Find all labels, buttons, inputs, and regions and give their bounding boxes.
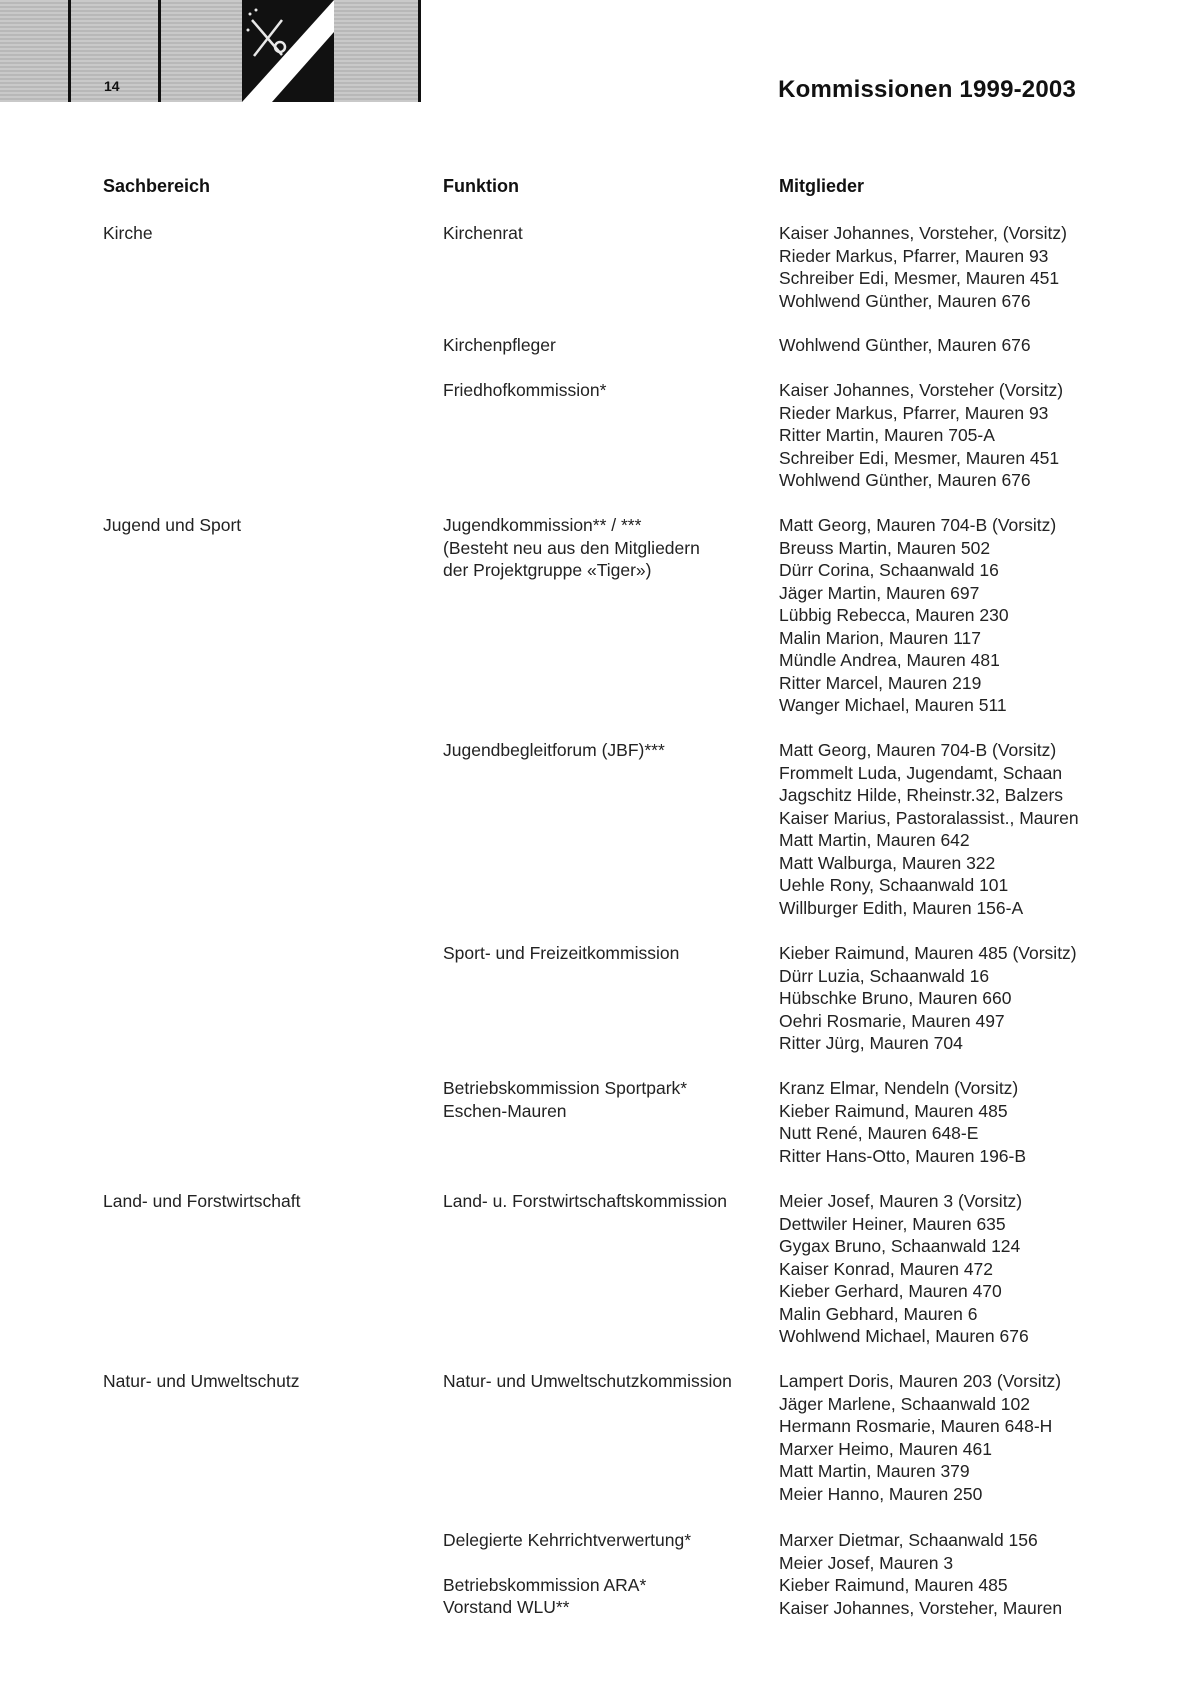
member-entry: Meier Josef, Mauren 3 xyxy=(779,1552,954,1573)
funktion-text: Betriebskommission Sportpark* xyxy=(443,1078,688,1098)
member-entry: Dürr Corina, Schaanwald 16 xyxy=(779,560,999,580)
member-entry: Dettwiler Heiner, Mauren 635 xyxy=(779,1213,1006,1234)
member-entry: Matt Martin, Mauren 642 xyxy=(779,830,970,850)
member-entry: Oehri Rosmarie, Mauren 497 xyxy=(779,1010,1005,1031)
mitglieder-cell xyxy=(779,379,1199,492)
funktion-cell xyxy=(443,739,763,762)
header-divider xyxy=(418,0,421,102)
member-entry: Matt Georg, Mauren 704-B (Vorsitz) xyxy=(779,515,1057,535)
member-entry: Frommelt Luda, Jugendamt, Schaan xyxy=(779,762,1063,783)
member-entry: Wohlwend Günther, Mauren 676 xyxy=(779,290,1031,311)
member-entry: Ritter Hans-Otto, Mauren 196-B xyxy=(779,1145,1027,1166)
member-entry: Matt Georg, Mauren 704-B (Vorsitz) xyxy=(779,740,1057,760)
mitglieder-cell xyxy=(779,1529,1199,1619)
member-entry: Meier Hanno, Mauren 250 xyxy=(779,1483,983,1504)
member-entry: Ritter Martin, Mauren 705-A xyxy=(779,425,995,445)
member-entry: Nutt René, Mauren 648-E xyxy=(779,1123,979,1143)
mitglieder-cell xyxy=(779,739,1199,919)
sachbereich-cell xyxy=(103,514,403,537)
funktion-text: Vorstand WLU** xyxy=(443,1597,570,1617)
funktion-text: Natur- und Umweltschutzkommission xyxy=(443,1371,732,1391)
member-entry: Rieder Markus, Pfarrer, Mauren 93 xyxy=(779,402,1049,423)
member-entry: Jäger Martin, Mauren 697 xyxy=(779,582,980,603)
member-entry: Gygax Bruno, Schaanwald 124 xyxy=(779,1236,1021,1256)
member-entry: Mündle Andrea, Mauren 481 xyxy=(779,650,1000,670)
mitglieder-cell xyxy=(779,514,1199,717)
member-entry: Wohlwend Michael, Mauren 676 xyxy=(779,1326,1029,1346)
funktion-text: der Projektgruppe «Tiger») xyxy=(443,560,652,580)
funktion-cell xyxy=(443,1190,763,1213)
mitglieder-cell xyxy=(779,1190,1199,1348)
mitglieder-cell xyxy=(779,1370,1199,1505)
member-entry: Marxer Heimo, Mauren 461 xyxy=(779,1438,992,1459)
header-divider xyxy=(158,0,161,102)
mitglieder-cell xyxy=(779,334,1199,357)
funktion-text: Friedhofkommission* xyxy=(443,380,607,400)
member-entry: Matt Martin, Mauren 379 xyxy=(779,1461,970,1481)
member-entry: Kieber Raimund, Mauren 485 (Vorsitz) xyxy=(779,943,1077,963)
mitglieder-cell xyxy=(779,942,1199,1055)
member-entry: Rieder Markus, Pfarrer, Mauren 93 xyxy=(779,245,1049,266)
column-header-mitglieder: Mitglieder xyxy=(779,176,865,196)
header-band xyxy=(0,0,420,102)
funktion-text: (Besteht neu aus den Mitgliedern xyxy=(443,537,700,558)
member-entry: Marxer Dietmar, Schaanwald 156 xyxy=(779,1530,1038,1550)
funktion-text: Sport- und Freizeitkommission xyxy=(443,943,680,963)
funktion-text: Betriebskommission ARA* xyxy=(443,1574,647,1595)
member-entry: Malin Gebhard, Mauren 6 xyxy=(779,1303,978,1324)
coat-of-arms-logo xyxy=(242,0,334,102)
mitglieder-cell xyxy=(779,222,1199,312)
funktion-cell xyxy=(443,942,763,965)
member-entry: Wanger Michael, Mauren 511 xyxy=(779,695,1007,715)
member-entry: Breuss Martin, Mauren 502 xyxy=(779,537,991,558)
sachbereich-text: Natur- und Umweltschutz xyxy=(103,1371,300,1391)
funktion-cell xyxy=(443,379,763,402)
sachbereich-cell xyxy=(103,1370,403,1393)
member-entry: Ritter Jürg, Mauren 704 xyxy=(779,1033,963,1053)
member-entry: Hübschke Bruno, Mauren 660 xyxy=(779,988,1012,1008)
member-entry: Jagschitz Hilde, Rheinstr.32, Balzers xyxy=(779,785,1064,805)
column-header-funktion: Funktion xyxy=(443,176,519,196)
member-entry: Dürr Luzia, Schaanwald 16 xyxy=(779,965,990,986)
sachbereich-cell xyxy=(103,222,403,245)
funktion-cell xyxy=(443,1529,763,1619)
funktion-text: Kirchenrat xyxy=(443,223,523,243)
member-entry: Kieber Raimund, Mauren 485 xyxy=(779,1575,1008,1595)
mitglieder-cell xyxy=(779,1077,1199,1167)
sachbereich-cell xyxy=(103,1190,403,1213)
sachbereich-text: Land- und Forstwirtschaft xyxy=(103,1191,301,1211)
member-entry: Ritter Marcel, Mauren 219 xyxy=(779,672,982,693)
sachbereich-text: Kirche xyxy=(103,223,153,243)
funktion-text: Kirchenpfleger xyxy=(443,335,556,355)
member-entry: Meier Josef, Mauren 3 (Vorsitz) xyxy=(779,1191,1023,1211)
member-entry: Kaiser Marius, Pastoralassist., Mauren xyxy=(779,807,1079,828)
member-entry: Kranz Elmar, Nendeln (Vorsitz) xyxy=(779,1078,1019,1098)
header-divider xyxy=(68,0,71,102)
funktion-text: Delegierte Kehrrichtverwertung* xyxy=(443,1530,692,1550)
funktion-text: Eschen-Mauren xyxy=(443,1100,567,1121)
member-entry: Kaiser Johannes, Vorsteher, Mauren xyxy=(779,1597,1063,1618)
member-entry: Jäger Marlene, Schaanwald 102 xyxy=(779,1393,1030,1414)
member-entry: Matt Walburga, Mauren 322 xyxy=(779,852,996,873)
line-gap xyxy=(443,1552,763,1574)
member-entry: Hermann Rosmarie, Mauren 648-H xyxy=(779,1416,1053,1436)
funktion-cell xyxy=(443,334,763,357)
funktion-text: Jugendkommission** / *** xyxy=(443,515,642,535)
funktion-text: Land- u. Forstwirtschaftskommission xyxy=(443,1191,727,1211)
member-entry: Lübbig Rebecca, Mauren 230 xyxy=(779,605,1009,625)
member-entry: Schreiber Edi, Mesmer, Mauren 451 xyxy=(779,268,1060,288)
member-entry: Kaiser Johannes, Vorsteher (Vorsitz) xyxy=(779,380,1064,400)
funktion-cell xyxy=(443,1077,763,1122)
funktion-cell xyxy=(443,514,763,582)
member-entry: Malin Marion, Mauren 117 xyxy=(779,627,981,648)
member-entry: Kieber Raimund, Mauren 485 xyxy=(779,1100,1008,1121)
page-number: 14 xyxy=(104,78,120,94)
member-entry: Uehle Rony, Schaanwald 101 xyxy=(779,875,1009,895)
member-entry: Wohlwend Günther, Mauren 676 xyxy=(779,335,1031,355)
funktion-text: Jugendbegleitforum (JBF)*** xyxy=(443,740,665,760)
member-entry: Schreiber Edi, Mesmer, Mauren 451 xyxy=(779,447,1060,468)
member-entry: Kieber Gerhard, Mauren 470 xyxy=(779,1281,1002,1301)
sachbereich-text: Jugend und Sport xyxy=(103,515,242,535)
member-entry: Kaiser Konrad, Mauren 472 xyxy=(779,1258,994,1279)
member-entry: Wohlwend Günther, Mauren 676 xyxy=(779,470,1031,490)
page-title: Kommissionen 1999-2003 xyxy=(778,76,1076,103)
column-header-sachbereich: Sachbereich xyxy=(103,176,211,196)
member-entry: Kaiser Johannes, Vorsteher, (Vorsitz) xyxy=(779,223,1067,243)
funktion-cell xyxy=(443,222,763,245)
member-entry: Lampert Doris, Mauren 203 (Vorsitz) xyxy=(779,1371,1062,1391)
member-entry: Willburger Edith, Mauren 156-A xyxy=(779,897,1024,918)
funktion-cell xyxy=(443,1370,763,1393)
